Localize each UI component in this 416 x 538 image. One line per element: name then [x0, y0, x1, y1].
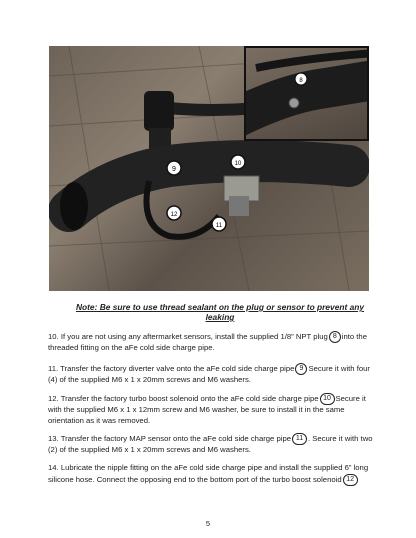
callout-10: [231, 155, 245, 169]
svg-text:10: 10: [234, 161, 242, 167]
step-12: 12. Transfer the factory turbo boost solenoid onto the aFe cold side charge pipe 10 Secure it with the supplied M6 x 1 x 12mm screw and M6 washer, be sure to install it in the same orientation as it was removed.: [48, 394, 366, 425]
step-10: 10. If you are not using any aftermarket sensors, install the supplied 1/8” NPT plug 8 into the threaded fitting on the aFe cold side charge pipe.: [48, 332, 367, 352]
callout-8: [295, 73, 307, 85]
step-callout-badge: 9: [295, 363, 307, 375]
callout-12: [167, 206, 181, 220]
plug-detail-illustration: [246, 48, 367, 139]
svg-text:9: 9: [172, 166, 176, 173]
callout-9: [167, 161, 181, 175]
svg-text:11: 11: [215, 223, 223, 229]
step-callout-badge: 12: [343, 474, 358, 486]
step-11: 11. Transfer the factory diverter valve onto the aFe cold side charge pipe 9 Secure it with four (4) of the supplied M6 x 1 x 20mm screws and M6 washers.: [48, 364, 370, 384]
step-callout-badge: 8: [329, 331, 341, 343]
inset-detail-photo: [244, 46, 369, 141]
step-callout-badge: 11: [292, 433, 307, 445]
sealant-note: Note: Be sure to use thread sealant on the plug or sensor to prevent any leaking: [75, 302, 365, 322]
svg-text:8: 8: [299, 78, 303, 84]
page-number: 5: [205, 519, 211, 528]
svg-text:12: 12: [170, 212, 178, 218]
step-14: 14. Lubricate the nipple fitting on the aFe cold side charge pipe and install the supplied 6” long silicone hose. Connect the opposing end to the bottom port of the turbo boost solenoid 12: [48, 463, 369, 484]
step-callout-badge: 10: [320, 393, 335, 405]
callout-11: [212, 217, 226, 231]
step-13: 13. Transfer the factory MAP sensor onto the aFe cold side charge pipe 11 . Secure it with two (2) of the supplied M6 x 1 x 20mm screws and M6 washers.: [48, 434, 373, 454]
